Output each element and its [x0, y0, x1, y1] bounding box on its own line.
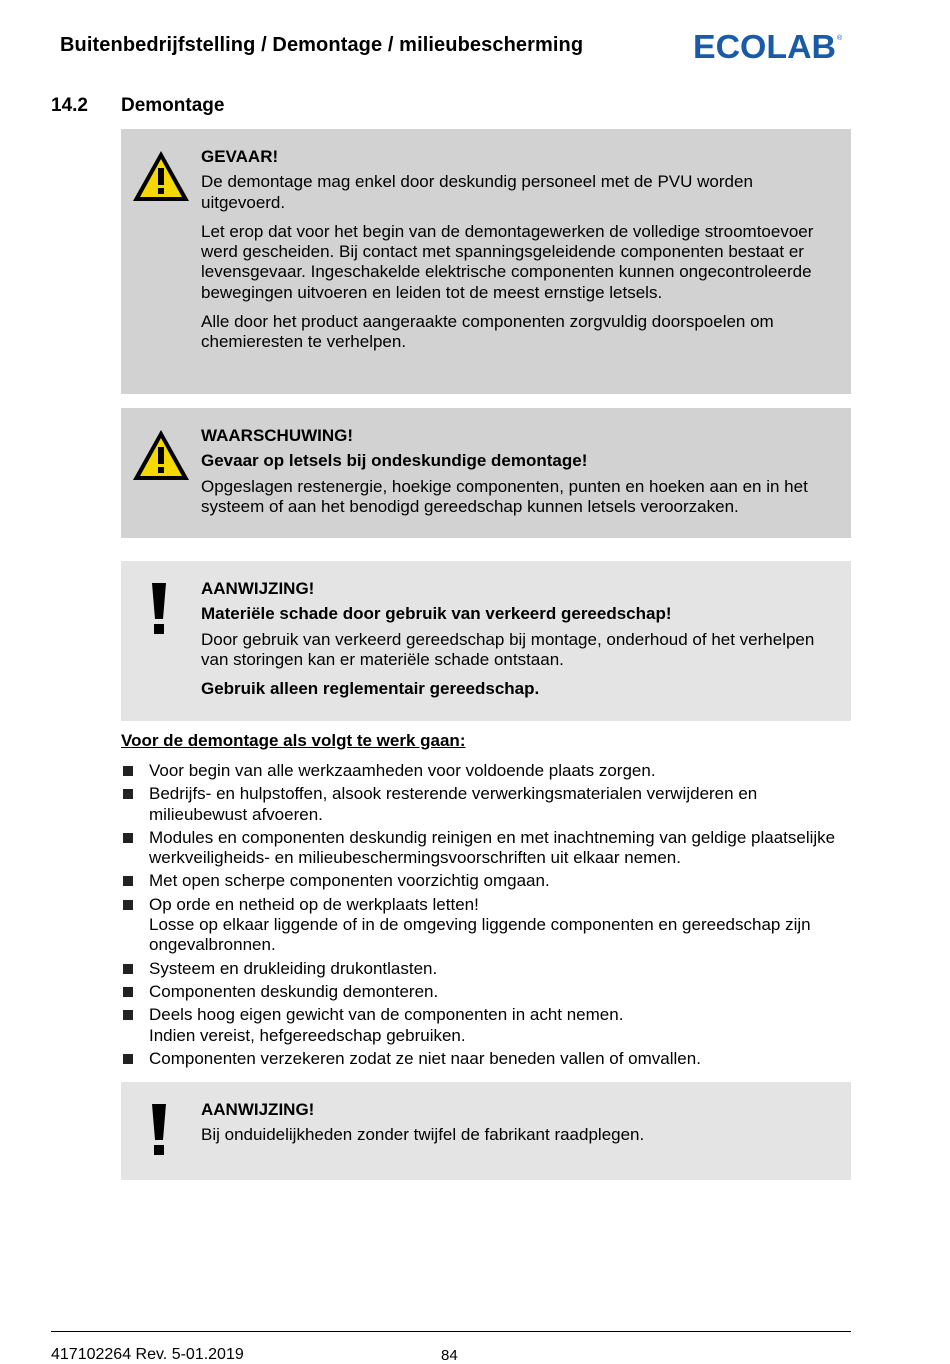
section-number: 14.2: [51, 95, 88, 116]
procedure-step: Modules en componenten deskundig reinigen en met inachtneming van geldige plaatselijke werkveiligheids- en milieubeschermingsvoorschriften uit elkaar nemen.: [121, 828, 841, 869]
danger-notice: [121, 129, 851, 394]
procedure-step: Voor begin van alle werkzaamheden voor voldoende plaats zorgen.: [121, 761, 841, 781]
bullet-square-icon: [123, 900, 133, 910]
bullet-square-icon: [123, 1054, 133, 1064]
bullet-square-icon: [123, 1010, 133, 1020]
bullet-square-icon: [123, 964, 133, 974]
danger-text-2: Let erop dat voor het begin van de demontagewerken de volledige stroomtoevoer werd gescheiden. Bij contact met spanningsgeleidende componenten bestaat er levensgevaar. Ingeschakelde elektrische componenten kunnen ongecontroleerde bewegingen uitvoeren en leiden tot de meest ernstige letsels.: [201, 221, 814, 302]
warning-subheading: Gevaar op letsels bij ondeskundige demontage!: [201, 451, 588, 471]
warning-notice: [121, 408, 851, 538]
warning-heading: WAARSCHUWING!: [201, 426, 354, 445]
warning-text: Opgeslagen restenergie, hoekige componenten, punten en hoeken aan en in het systeem of aan het benodigd gereedschap kunnen letsels veroorzaken.: [201, 476, 808, 516]
note-subheading: Materiële schade door gebruik van verkeerd gereedschap!: [201, 604, 672, 624]
exclamation-icon: [151, 1104, 167, 1161]
bullet-square-icon: [123, 789, 133, 799]
section-title: Demontage: [121, 95, 225, 116]
procedure-step: Met open scherpe componenten voorzichtig omgaan.: [121, 871, 841, 891]
footer-divider: [51, 1331, 851, 1332]
procedure-steps: [121, 761, 841, 1072]
danger-text-3: Alle door het product aangeraakte componenten zorgvuldig doorspoelen om chemieresten te verhelpen.: [201, 312, 774, 352]
procedure-step: Deels hoog eigen gewicht van de componenten in acht nemen. Indien vereist, hefgereedschap gebruiken.: [121, 1005, 841, 1046]
procedure-step: Componenten verzekeren zodat ze niet naar beneden vallen of omvallen.: [121, 1049, 841, 1069]
section-heading: [51, 95, 224, 117]
procedure-step: Systeem en drukleiding drukontlasten.: [121, 959, 841, 979]
note2-text: Bij onduidelijkheden zonder twijfel de fabrikant raadplegen.: [201, 1125, 645, 1145]
bullet-square-icon: [123, 766, 133, 776]
warning-triangle-icon: [131, 428, 191, 487]
page-number: 84: [441, 1347, 458, 1364]
procedure-heading: Voor de demontage als volgt te werk gaan:: [121, 731, 466, 750]
danger-text-1: De demontage mag enkel door deskundig personeel met de PVU worden uitgevoerd.: [201, 172, 753, 212]
bullet-square-icon: [123, 987, 133, 997]
note-notice: [121, 561, 851, 721]
note2-heading: AANWIJZING!: [201, 1100, 315, 1119]
bullet-square-icon: [123, 833, 133, 843]
note-instruction: Gebruik alleen reglementair gereedschap.: [201, 679, 540, 699]
ecolab-logo: [693, 30, 843, 67]
procedure-step: Op orde en netheid op de werkplaats letten! Losse op elkaar liggende of in de omgeving liggende componenten en gereedschap zijn ongevalbronnen.: [121, 895, 841, 956]
footer-document-number: 417102264 Rev. 5-01.2019: [51, 1346, 244, 1363]
danger-heading: GEVAAR!: [201, 147, 279, 166]
warning-triangle-icon: [131, 149, 191, 208]
exclamation-icon: [151, 583, 167, 640]
note-text: Door gebruik van verkeerd gereedschap bij montage, onderhoud of het verhelpen van storingen kan er materiële schade ontstaan.: [201, 629, 815, 669]
page-header-title: Buitenbedrijfstelling / Demontage / milieubescherming: [60, 34, 584, 56]
svg-text:®: ®: [837, 35, 843, 42]
svg-text:ECOLAB: ECOLAB: [693, 30, 836, 62]
procedure-step: Bedrijfs- en hulpstoffen, alsook resterende verwerkingsmaterialen verwijderen en milieubewust afvoeren.: [121, 784, 841, 825]
note-heading: AANWIJZING!: [201, 579, 315, 598]
note-notice-2: [121, 1082, 851, 1180]
procedure-step: Componenten deskundig demonteren.: [121, 982, 841, 1002]
bullet-square-icon: [123, 876, 133, 886]
